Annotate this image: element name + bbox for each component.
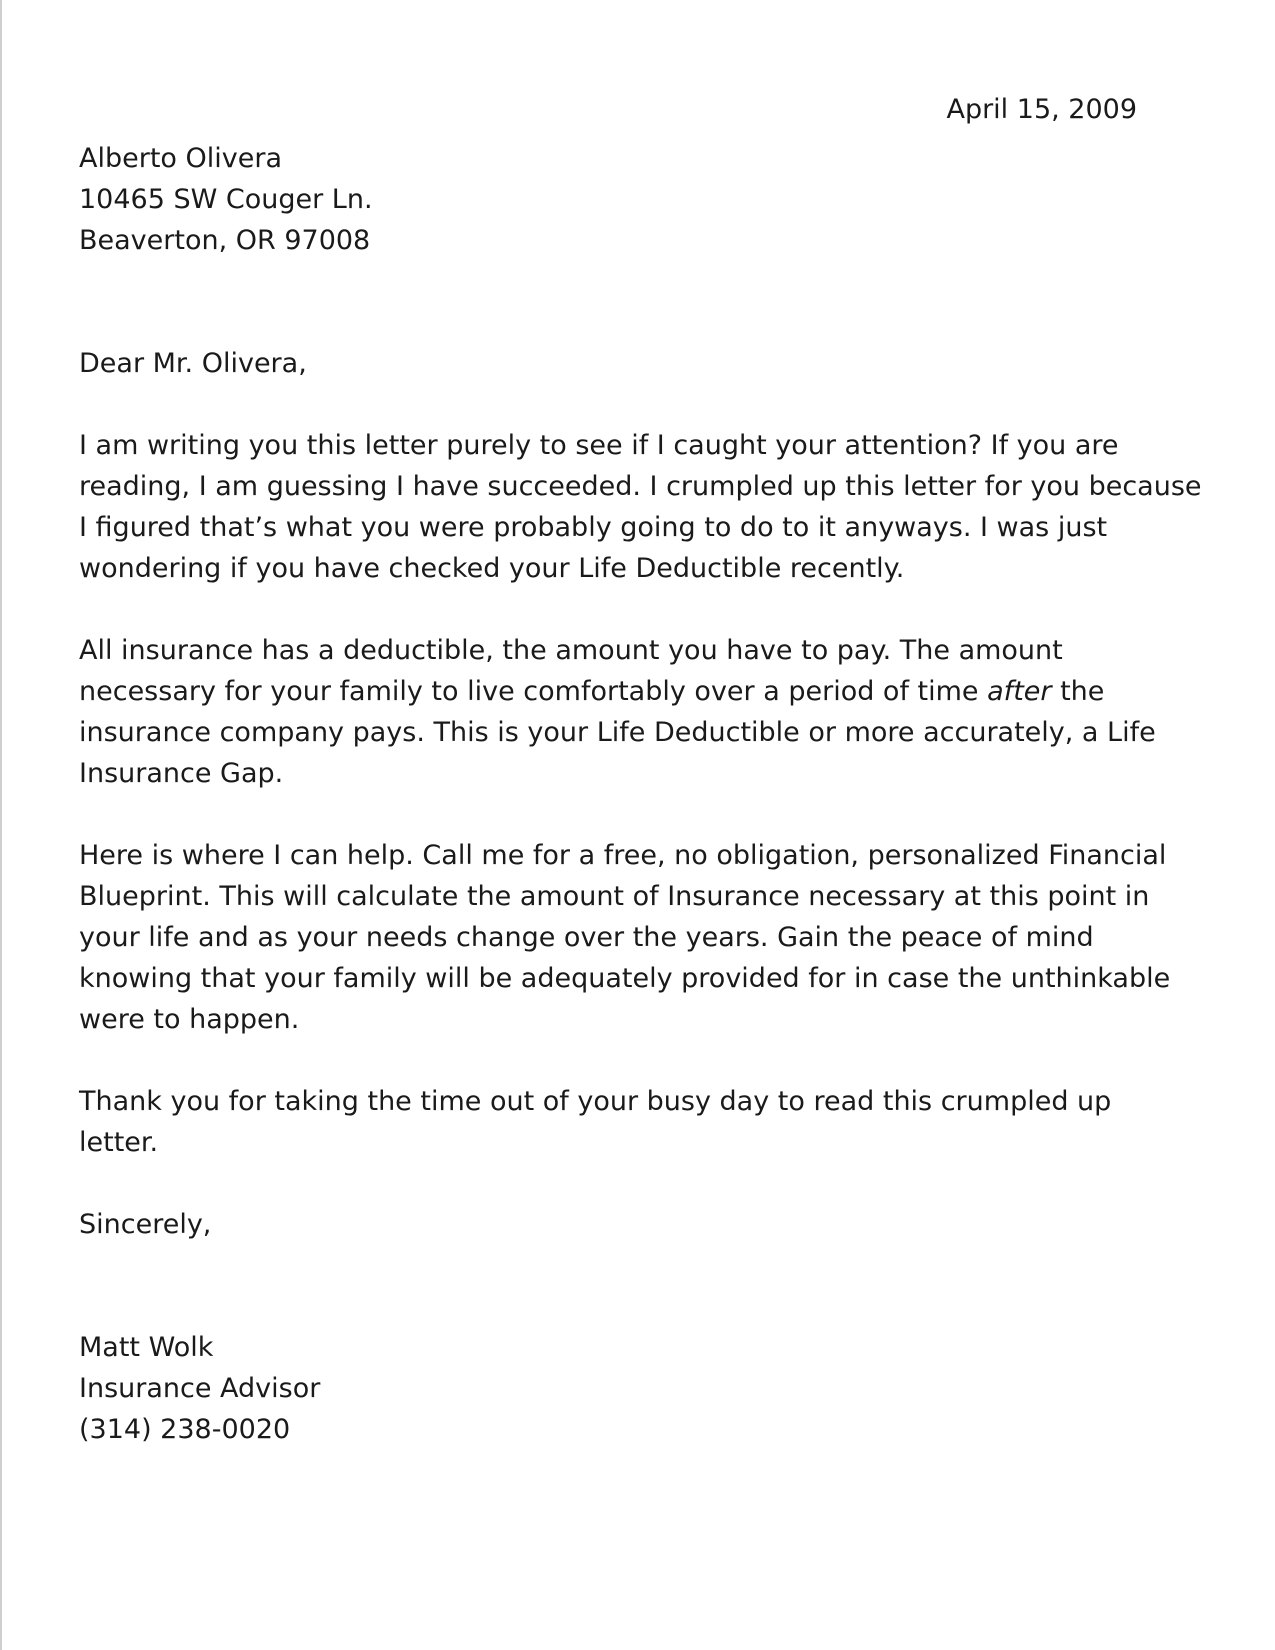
letter-body bbox=[79, 138, 1209, 1450]
paragraph-3 bbox=[79, 835, 1209, 1040]
paragraph-line bbox=[79, 671, 1209, 712]
paragraph-line: I figured that’s what you were probably going to do to it anyways. I was just bbox=[79, 512, 1108, 543]
signer-phone: (314) 238-0020 bbox=[79, 1414, 291, 1445]
letter-date: April 15, 2009 bbox=[946, 94, 1137, 125]
closing: Sincerely, bbox=[79, 1209, 212, 1240]
paragraph-line: Blueprint. This will calculate the amount of Insurance necessary at this point in bbox=[79, 881, 1150, 912]
paragraph-line: your life and as your needs change over the years. Gain the peace of mind bbox=[79, 922, 1094, 953]
paragraph-line: knowing that your family will be adequately provided for in case the unthinkable bbox=[79, 963, 1171, 994]
paragraph-line: wondering if you have checked your Life Deductible recently. bbox=[79, 553, 905, 584]
paragraph-2 bbox=[79, 630, 1209, 794]
emphasis-after: after bbox=[987, 676, 1052, 707]
paragraph-text: the bbox=[1051, 676, 1105, 707]
signer-name: Matt Wolk bbox=[79, 1332, 214, 1363]
paragraph-line: I am writing you this letter purely to see if I caught your attention? If you are bbox=[79, 430, 1119, 461]
paragraph-line: Thank you for taking the time out of your busy day to read this crumpled up bbox=[79, 1086, 1112, 1117]
paragraph-4 bbox=[79, 1081, 1209, 1163]
paragraph-line: were to happen. bbox=[79, 1004, 300, 1035]
recipient-address bbox=[79, 138, 1209, 261]
paragraph-1 bbox=[79, 425, 1209, 589]
recipient-name: Alberto Olivera bbox=[79, 143, 283, 174]
paragraph-line: All insurance has a deductible, the amount you have to pay. The amount bbox=[79, 635, 1063, 666]
paragraph-line: insurance company pays. This is your Life Deductible or more accurately, a Life bbox=[79, 717, 1156, 748]
paragraph-text: necessary for your family to live comfortably over a period of time bbox=[79, 676, 988, 707]
signer-title: Insurance Advisor bbox=[79, 1373, 321, 1404]
signature-block bbox=[79, 1327, 1209, 1450]
salutation: Dear Mr. Olivera, bbox=[79, 348, 307, 379]
paragraph-line: Insurance Gap. bbox=[79, 758, 284, 789]
recipient-street: 10465 SW Couger Ln. bbox=[79, 184, 373, 215]
recipient-city-state-zip: Beaverton, OR 97008 bbox=[79, 225, 371, 256]
paragraph-line: reading, I am guessing I have succeeded. I crumpled up this letter for you because bbox=[79, 471, 1202, 502]
paragraph-line: letter. bbox=[79, 1127, 159, 1158]
paragraph-line: Here is where I can help. Call me for a free, no obligation, personalized Financial bbox=[79, 840, 1167, 871]
